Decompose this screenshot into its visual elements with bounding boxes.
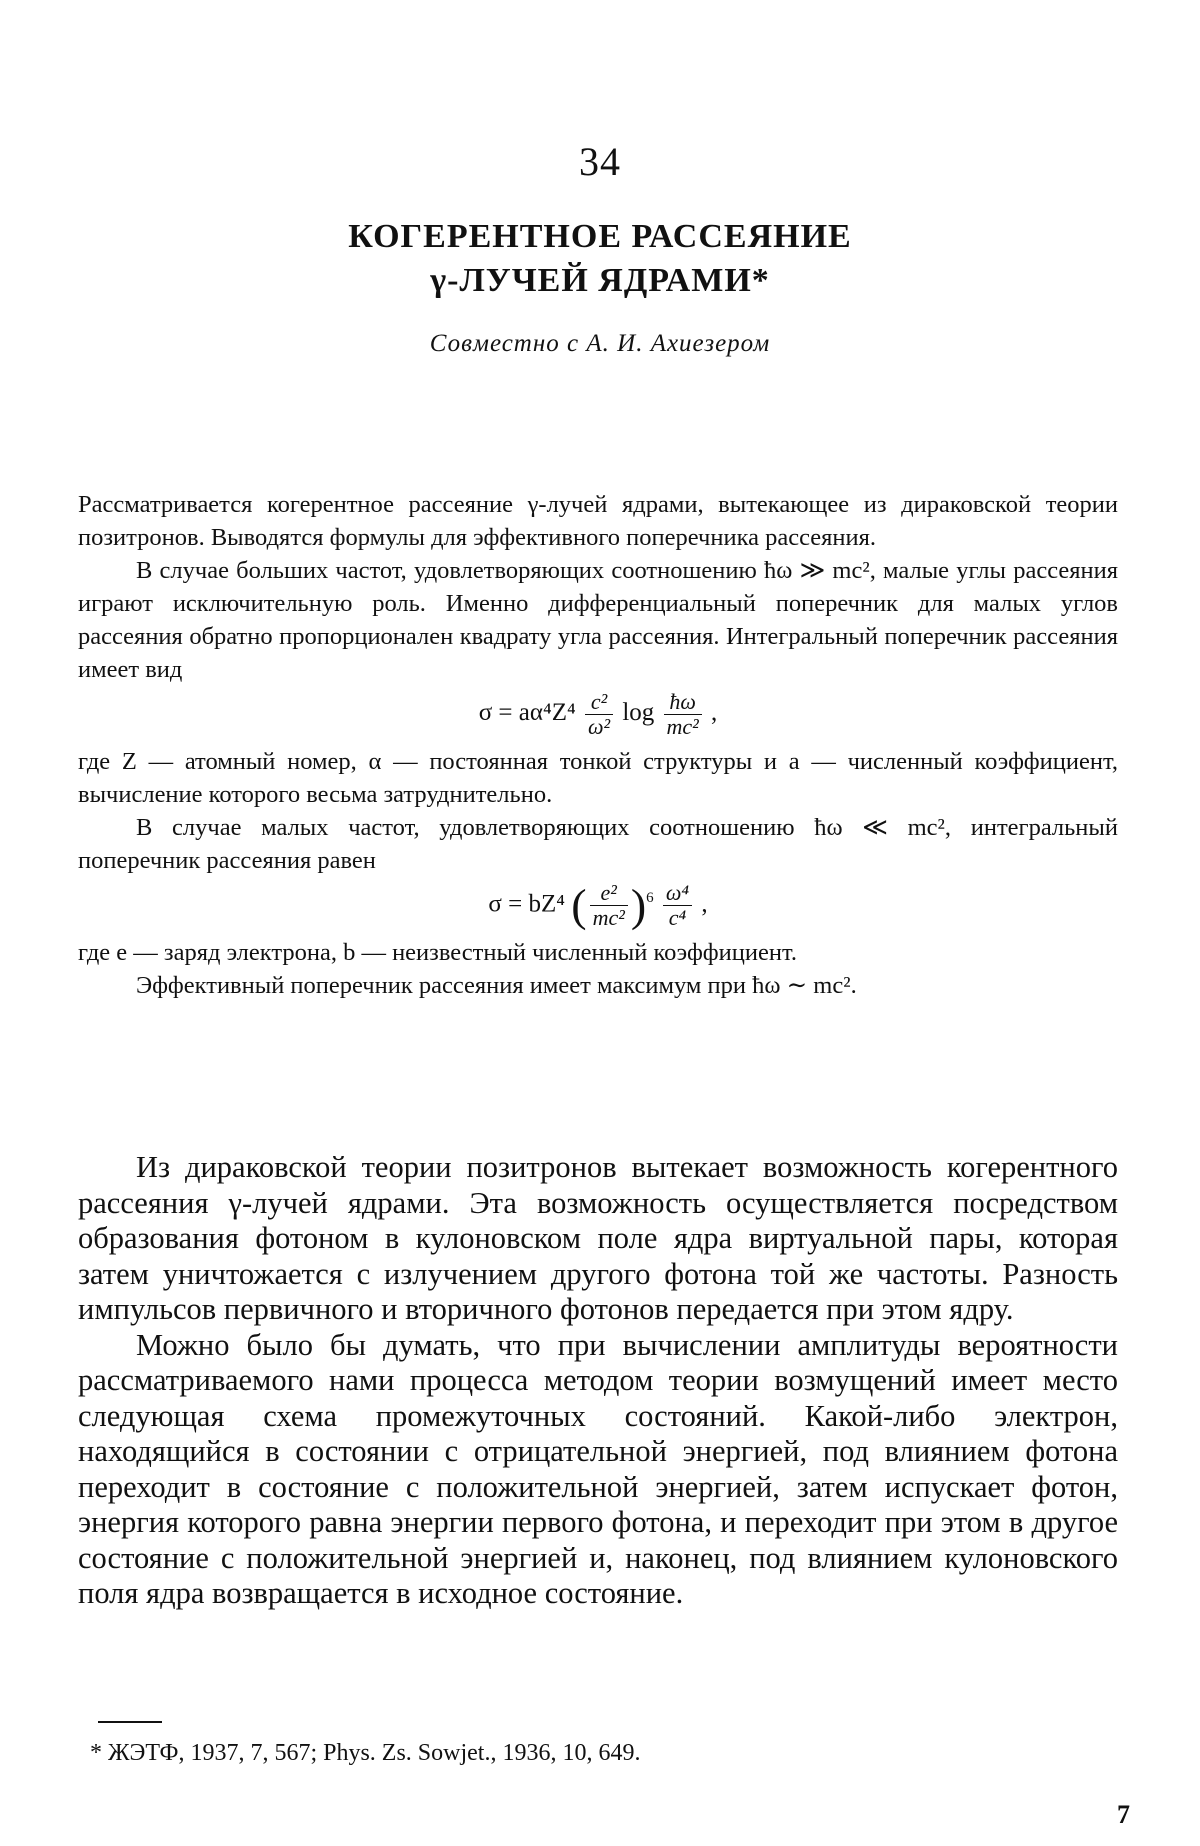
formula-high-frequency xyxy=(78,690,1118,739)
formula-lhs: σ = bZ⁴ xyxy=(488,890,565,917)
article-title xyxy=(0,215,1200,303)
fraction-denominator: mc² xyxy=(590,906,628,930)
fraction xyxy=(663,881,692,930)
footnote-divider xyxy=(98,1721,162,1723)
footnote: * ЖЭТФ, 1937, 7, 567; Phys. Zs. Sowjet., 1936, 10, 649. xyxy=(90,1738,1090,1768)
exponent: 6 xyxy=(646,890,654,906)
fraction-numerator: e² xyxy=(590,881,628,906)
abstract-paragraph: В случае малых частот, удовлетворяющих соотношению ħω ≪ mc², интегральный поперечник рассеяния равен xyxy=(78,811,1118,877)
right-parenthesis: ) xyxy=(631,880,646,931)
body-paragraph: Можно было бы думать, что при вычислении амплитуды вероятности рассматриваемого нами процесса методом теории возмущений имеет место следующая схема промежуточных состояний. Какой-либо электрон, находящийся в состоянии с отрицательной энергией, под влиянием фотона переходит в состояние с положительной энергией, затем испускает фотон, энергия которого равна энергии первого фотона, и переходит при этом в другое состояние с положительной энергией и, наконец, под влиянием кулоновского поля ядра возвращается в исходное состояние. xyxy=(78,1328,1118,1612)
page-number: 7 xyxy=(1117,1800,1130,1830)
left-parenthesis: ( xyxy=(571,880,586,931)
formula-lhs: σ = aα⁴Z⁴ xyxy=(479,699,576,726)
coauthor-line: Совместно с А. И. Ахиезером xyxy=(0,330,1200,358)
fraction-numerator: ħω xyxy=(664,690,702,715)
formula-punctuation: , xyxy=(701,890,707,917)
abstract xyxy=(78,488,1118,1002)
title-line-2: γ-ЛУЧЕЙ ЯДРАМИ* xyxy=(0,259,1200,303)
title-line-1: КОГЕРЕНТНОЕ РАССЕЯНИЕ xyxy=(0,215,1200,259)
fraction-denominator: mc² xyxy=(664,715,702,739)
fraction xyxy=(664,690,702,739)
fraction-numerator: ω⁴ xyxy=(663,881,692,906)
abstract-paragraph: Эффективный поперечник рассеяния имеет максимум при ħω ∼ mc². xyxy=(78,969,1118,1002)
log-operator: log xyxy=(622,699,654,726)
chapter-number: 34 xyxy=(0,138,1200,185)
abstract-paragraph: Рассматривается когерентное рассеяние γ-лучей ядрами, вытекающее из дираковской теории позитронов. Выводятся формулы для эффективного поперечника рассеяния. xyxy=(78,488,1118,554)
abstract-paragraph: где e — заряд электрона, b — неизвестный численный коэффициент. xyxy=(78,936,1118,969)
main-text xyxy=(78,1150,1118,1612)
fraction xyxy=(585,690,613,739)
formula-punctuation: , xyxy=(711,699,717,726)
body-paragraph: Из дираковской теории позитронов вытекает возможность когерентного рассеяния γ-лучей ядрами. Эта возможность осуществляется посредством образования фотоном в кулоновском поле ядра виртуальной пары, которая затем уничтожается с излучением другого фотона той же частоты. Разность импульсов первичного и вторичного фотонов передается при этом ядру. xyxy=(78,1150,1118,1328)
fraction xyxy=(590,881,628,930)
fraction-numerator: c² xyxy=(585,690,613,715)
page xyxy=(0,0,1200,1846)
abstract-paragraph: где Z — атомный номер, α — постоянная тонкой структуры и a — численный коэффициент, вычисление которого весьма затруднительно. xyxy=(78,745,1118,811)
fraction-denominator: ω² xyxy=(585,715,613,739)
formula-low-frequency xyxy=(78,881,1118,930)
abstract-paragraph: В случае больших частот, удовлетворяющих соотношению ħω ≫ mc², малые углы рассеяния играют исключительную роль. Именно дифференциальный поперечник для малых углов рассеяния обратно пропорционален квадрату угла рассеяния. Интегральный поперечник рассеяния имеет вид xyxy=(78,554,1118,686)
fraction-denominator: c⁴ xyxy=(663,906,692,930)
